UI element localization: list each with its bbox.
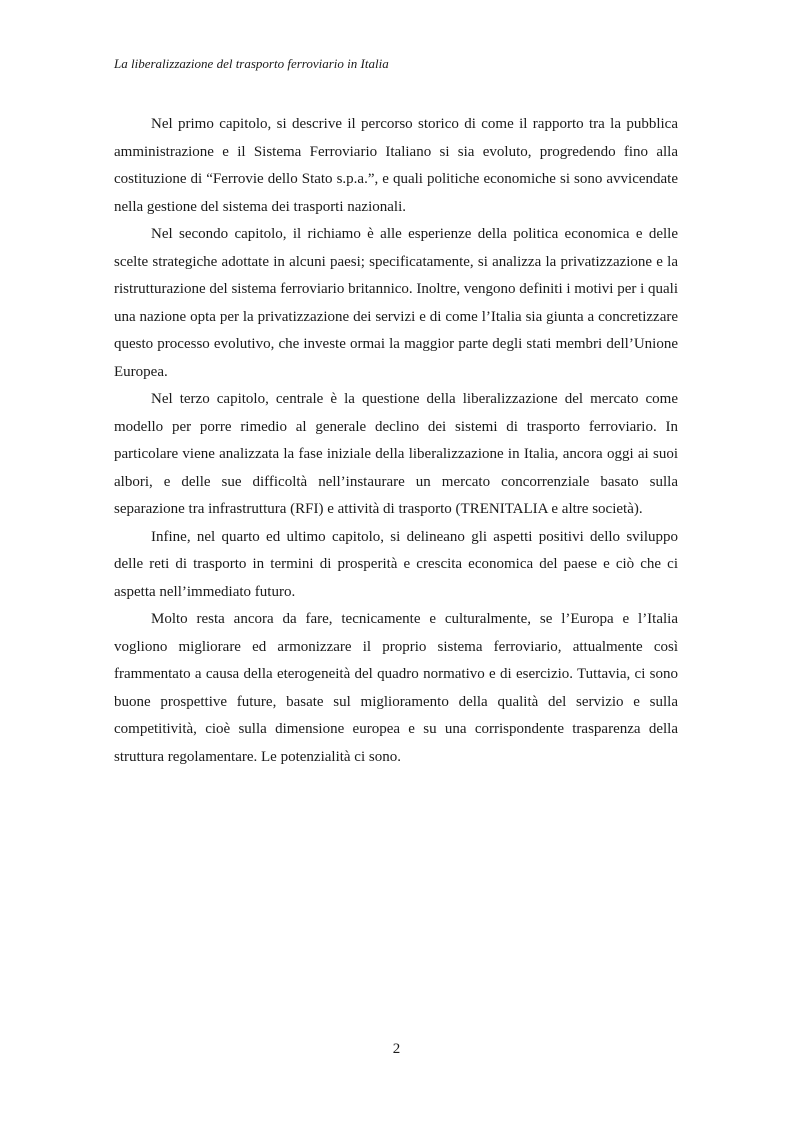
body-text bbox=[114, 111, 678, 771]
page-number: 2 bbox=[392, 1041, 401, 1057]
running-header: La liberalizzazione del trasporto ferroviario in Italia bbox=[114, 56, 389, 71]
paragraph: Nel secondo capitolo, il richiamo è alle esperienze della politica economica e delle scelte strategiche adottate in alcuni paesi; specificatamente, si analizza la privatizzazione e la ristrutturazione del sistema ferroviario britannico. Inoltre, vengono definiti i motivi per i quali una nazione opta per la privatizzazione dei servizi e di come l’Italia sia giunta a concretizzare questo processo evolutivo, che investe ormai la maggior parte degli stati membri dell’Unione Europea. bbox=[114, 226, 679, 380]
paragraph: Nel primo capitolo, si descrive il percorso storico di come il rapporto tra la pubblica amministrazione e il Sistema Ferroviario Italiano si sia evoluto, progredendo fino alla costituzione di “Ferrovie dello Stato s.p.a.”, e quali politiche economiche si sono avvicendate nella gestione del sistema dei trasporti nazionali. bbox=[114, 116, 678, 215]
paragraph: Nel terzo capitolo, centrale è la questione della liberalizzazione del mercato come modello per porre rimedio al generale declino dei sistemi di trasporto ferroviario. In particolare viene analizzata la fase iniziale della liberalizzazione in Italia, ancora oggi ai suoi albori, e delle sue difficoltà nell’instaurare un mercato concorrenziale basato sulla separazione tra infrastruttura (RFI) e attività di trasporto (TRENITALIA e altre società). bbox=[114, 391, 678, 517]
paragraph: Molto resta ancora da fare, tecnicamente e culturalmente, se l’Europa e l’Italia vogliono migliorare ed armonizzare il proprio sistema ferroviario, attualmente così frammentato a causa della eterogeneità del quadro normativo e di esercizio. Tuttavia, ci sono buone prospettive future, basate sul miglioramento della qualità del servizio e sulla competitività, cioè sulla dimensione europea e su una corrispondente trasparenza della struttura regolamentare. Le potenzialità ci sono. bbox=[114, 611, 678, 765]
paragraph: Infine, nel quarto ed ultimo capitolo, si delineano gli aspetti positivi dello sviluppo delle reti di trasporto in termini di prosperità e crescita economica del paese e ciò che ci aspetta nell’immediato futuro. bbox=[114, 528, 678, 600]
